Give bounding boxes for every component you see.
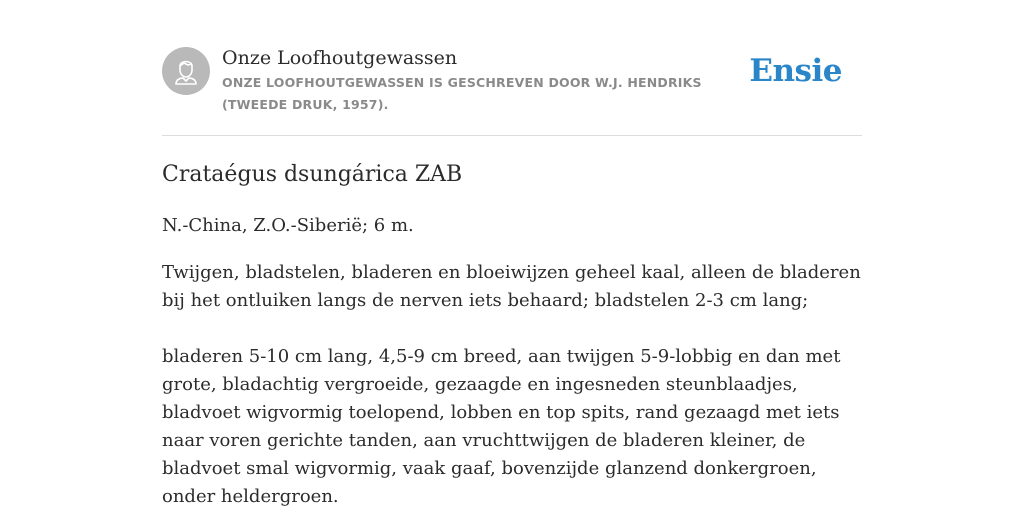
entry-origin: N.-China, Z.O.-Siberië; 6 m. [162, 215, 414, 236]
header-divider [162, 135, 862, 136]
entry-paragraph: bladeren 5-10 cm lang, 4,5-9 cm breed, aan twijgen 5-9-lobbig en dan met grote, bladachtig vergroeide, gezaagde en ingesneden steunblaadjes, bladvoet wigvormig toelopend, lobben en top spits, rand gezaagd met iets naar voren gerichte tanden, aan vruchttwijgen de bladeren kleiner, de bladvoet smal wigvormig, vaak gaaf, bovenzijde glanzend donkergroen, onder heldergroen. [162, 346, 841, 507]
entry-paragraph: Twijgen, bladstelen, bladeren en bloeiwijzen geheel kaal, alleen de bladeren bij het ontluiken langs de nerven iets behaard; bladstelen 2-3 cm lang; [162, 262, 861, 311]
source-title[interactable]: Onze Loofhoutgewassen [222, 47, 458, 69]
user-icon [162, 47, 210, 95]
brand-logo[interactable]: Ensie [749, 53, 842, 89]
source-description: ONZE LOOFHOUTGEWASSEN IS GESCHREVEN DOOR W.J. HENDRIKS (TWEEDE DRUK, 1957). [222, 75, 702, 112]
avatar [162, 47, 210, 95]
entry-title: Crataégus dsungárica ZAB [162, 162, 463, 187]
source-header [162, 46, 862, 136]
